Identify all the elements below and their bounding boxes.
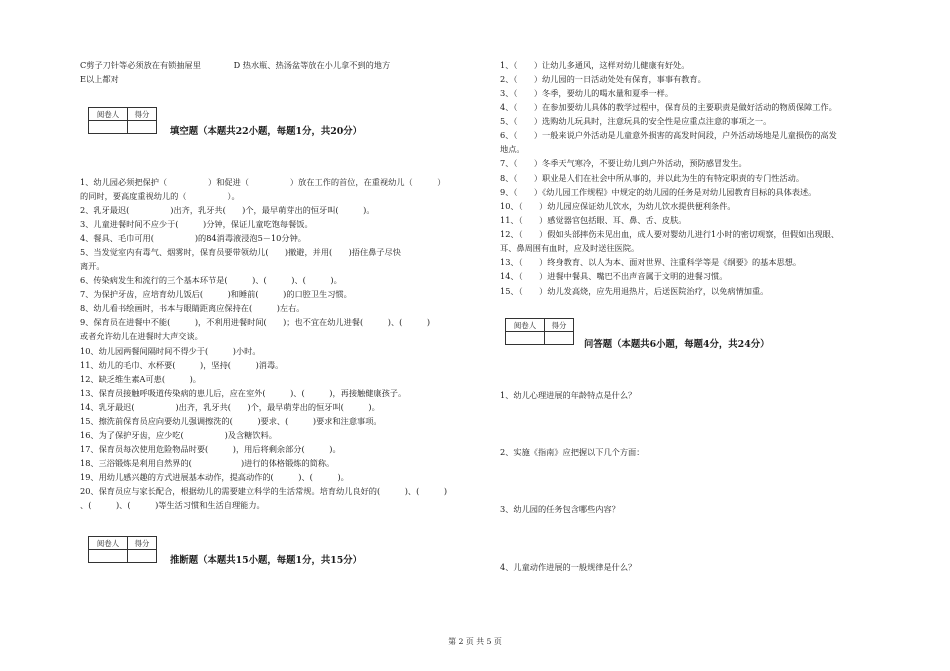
question-line: 1、（ ）让幼儿多通风，这样对幼儿健康有好处。 <box>500 60 690 70</box>
qa-question: 2、实施《指南》应把握以下几个方面： <box>500 447 645 457</box>
question-line: 14、（ ）进餐中餐具、嘴巴不出声音属于文明的进餐习惯。 <box>500 271 728 281</box>
question-line: 地点。 <box>500 144 525 154</box>
score-box-grader: 阅卷人 <box>89 108 128 121</box>
question-line: 4、餐具、毛巾可用( )的84消毒液浸泡5－10分钟。 <box>80 233 306 243</box>
question-line: 或者允许幼儿在进餐时大声交谈。 <box>80 331 203 341</box>
question-line: 15、擦洗前保育员应向要幼儿强调擦洗的( )要求、( )要求和注意事项。 <box>80 416 382 426</box>
question-line: 7、为保护牙齿，应培育幼儿饭后( )和睡前( )的口腔卫生习惯。 <box>80 289 352 299</box>
question-line: 12、（ ）假如头部摔伤未见出血，成人要对婴幼儿进行1小时的密切观察，但假如出现眼、 <box>500 229 840 239</box>
question-line: 耳、鼻周围有血时，应及时送往医院。 <box>500 243 640 253</box>
question-line: 5、当发觉室内有毒气、烟雾时，保育员要带领幼儿( )撤避，并用( )捂住鼻子尽快 <box>80 247 401 257</box>
question-line: 17、保育员每次使用危险物品时要( )，用后将剩余部分( )。 <box>80 444 341 454</box>
page-number: 第 2 页 共 5 页 <box>448 637 502 646</box>
question-line: 4、（ ）在参加要幼儿具体的教学过程中，保育员的主要职责是做好活动的物质保障工作。 <box>500 102 837 112</box>
question-line: 7、（ ）冬季天气寒冷，不要让幼儿到户外活动，预防感冒发生。 <box>500 158 747 168</box>
question-line: 8、（ ）职业是人们在社会中所从事的，并以此为生的有特定职责的专门性活动。 <box>500 173 805 183</box>
question-line: 5、（ ）选购幼儿玩具时，注意玩具的安全性是应重点注意的事项之一。 <box>500 116 772 126</box>
question-line: 8、幼儿看书绘画时，书本与眼睛距离应保持在( )左右。 <box>80 303 305 313</box>
question-line: 18、三浴锻炼是利用自然界的( )进行的体格锻炼的简称。 <box>80 458 335 468</box>
question-line: 16、为了保护牙齿，应少吃( )及含糖饮料。 <box>80 430 277 440</box>
score-box-grader: 阅卷人 <box>89 537 128 550</box>
question-line: 13、（ ）终身教育、以人为本、面对世界、注重科学等是《纲要》的基本思想。 <box>500 257 802 267</box>
score-box <box>88 536 157 563</box>
qa-question: 3、幼儿园的任务包含哪些内容？ <box>500 504 620 514</box>
question-line: 6、（ ）一般来说户外活动是儿童意外损害的高发时间段，户外活动场地是儿童损伤的高发 <box>500 130 837 140</box>
question-line: 的同时，要高度重视幼儿的（ ）。 <box>80 191 240 201</box>
question-line: 2、乳牙最迟( )出齐，乳牙共( )个，最早萌芽出的恒牙叫( )。 <box>80 205 375 215</box>
score-box-score: 得分 <box>545 319 574 332</box>
qa-question: 4、儿童动作进展的一般规律是什么？ <box>500 562 637 572</box>
section-heading-judge: 推断题（本题共15小题，每题1分，共15分） <box>170 555 362 566</box>
question-line: 20、保育员应与家长配合，根据幼儿的需要建立科学的生活常规。培育幼儿良好的( )、( ) <box>80 486 448 496</box>
question-line: 3、儿童进餐时间不应少于( )分钟，保证儿童吃饱每餐饭。 <box>80 219 313 229</box>
question-line: 离开。 <box>80 261 105 271</box>
question-line: 1、幼儿园必须把保护（ ）和促进（ ）放在工作的首位，在重视幼儿（ ） <box>80 177 446 187</box>
question-line: 11、（ ）感觉器官包括眼、耳、鼻、舌、皮肤。 <box>500 215 687 225</box>
question-line: 14、乳牙最迟( )出齐，乳牙共( )个，最早萌芽出的恒牙叫( )。 <box>80 402 380 412</box>
option-line: C剪子刀针等必须放在有锁抽屉里 D 热水瓶、热汤盆等放在小儿拿不到的地方 <box>80 60 391 70</box>
question-line: 12、缺乏维生素A可患( )。 <box>80 374 201 384</box>
question-line: 10、幼儿园两餐间隔时间不得少于( )小时。 <box>80 346 261 356</box>
section-heading-fill: 填空题（本题共22小题，每题1分，共20分） <box>170 126 362 137</box>
question-line: 2、（ ）幼儿园的一日活动处处有保育，事事有教育。 <box>500 74 706 84</box>
score-box-score: 得分 <box>128 108 157 121</box>
question-line: 10、（ ）幼儿园应保证幼儿饮水，为幼儿饮水提供便利条件。 <box>500 201 736 211</box>
question-line: 13、保育员接触呼吸道传染病的患儿后，应在室外( )、( )，再接触健康孩子。 <box>80 388 407 398</box>
score-box-score: 得分 <box>128 537 157 550</box>
question-line: 15、（ ）幼儿发高烧，应先用退热片，后送医院治疗，以免病情加重。 <box>500 286 769 296</box>
question-line: 、( )、( )等生活习惯和生活自理能力。 <box>80 500 265 510</box>
question-line: 19、用幼儿感兴趣的方式进展基本动作，提高动作的( )、( )。 <box>80 472 349 482</box>
score-box <box>88 107 157 134</box>
section-heading-qa: 问答题（本题共6小题，每题4分，共24分） <box>584 339 770 350</box>
qa-question: 1、幼儿心理进展的年龄特点是什么？ <box>500 390 637 400</box>
score-box <box>505 318 574 345</box>
question-line: 3、（ ）冬季，要幼儿的喝水量和夏季一样。 <box>500 88 674 98</box>
question-line: 9、保育员在进餐中不能( )，不利用进餐时间( )；也不宜在幼儿进餐( )、( ) <box>80 317 431 327</box>
option-line: E以上都对 <box>80 74 119 84</box>
question-line: 9、（ ）《幼儿园工作规程》中规定的幼儿园的任务是对幼儿园教育目标的具体表述。 <box>500 187 817 197</box>
question-line: 6、传染病发生和流行的三个基本环节是( )、( )、( )。 <box>80 275 342 285</box>
score-box-grader: 阅卷人 <box>506 319 545 332</box>
question-line: 11、幼儿的毛巾、水杯要( )，坚持( )消毒。 <box>80 360 284 370</box>
